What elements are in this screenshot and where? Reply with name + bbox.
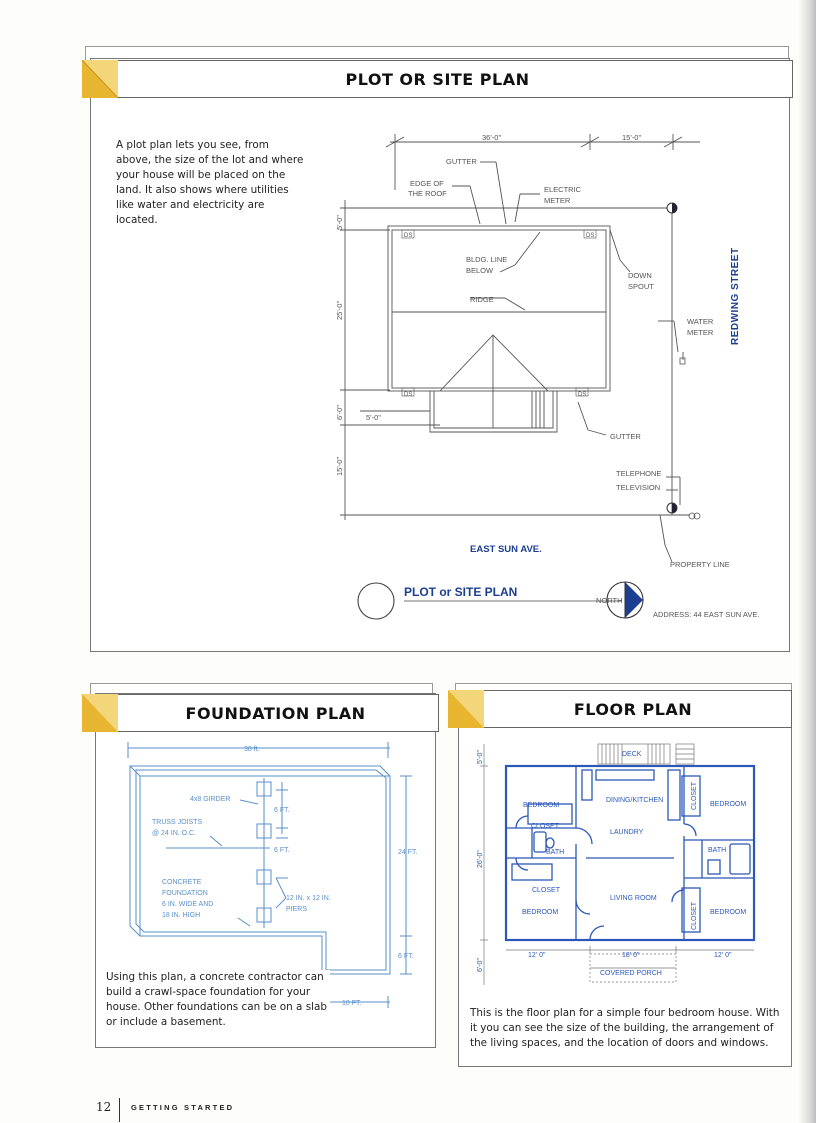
water-meter-label-1: WATER <box>687 317 714 326</box>
bedroom-ne-label: BEDROOM <box>710 801 747 808</box>
site-caption-label: PLOT or SITE PLAN <box>404 585 518 599</box>
ds-label-2: DS <box>586 233 595 239</box>
dim-5-label: 5'-0" <box>335 215 344 230</box>
bath-w-label: BATH <box>546 849 565 856</box>
dim-5-floor-label: 5'-0" <box>477 750 484 764</box>
gutter-top-label: GUTTER <box>446 157 477 166</box>
bldg-line-label-1: BLDG. LINE <box>466 255 508 264</box>
down-spout-label-2: SPOUT <box>628 282 654 291</box>
ds-label-4: DS <box>578 392 587 398</box>
foundation-plan-header <box>82 694 439 732</box>
floor-plan-drawing <box>472 740 772 990</box>
page-number: 12 <box>96 1100 112 1114</box>
site-plan-drawing <box>320 130 780 630</box>
ridge-label: RIDGE <box>470 295 494 304</box>
dim-18-label: 18' 0" <box>622 952 640 959</box>
foundation-plan-title: FOUNDATION PLAN <box>185 703 366 723</box>
bath-e-label: BATH <box>708 847 727 854</box>
concrete-label-4: 18 IN. HIGH <box>162 912 201 919</box>
truss-label-2: @ 24 IN. O.C. <box>152 830 197 837</box>
concrete-label-2: FOUNDATION <box>162 890 208 897</box>
dim-5b-label: 5'-0" <box>366 413 381 422</box>
closet-se-label: CLOSET <box>691 901 698 930</box>
covered-porch-label: COVERED PORCH <box>600 970 662 977</box>
fd-dim-top-label: 38 ft. <box>244 746 260 753</box>
corner-triangle-icon <box>82 60 118 98</box>
piers-label-1: 12 IN. x 12 IN. <box>286 895 331 902</box>
corner-triangle-icon <box>82 694 118 732</box>
property-line-label: PROPERTY LINE <box>670 560 730 569</box>
deck-label: DECK <box>622 751 642 758</box>
dim-15-label: 15'-0" <box>335 456 344 476</box>
site-plan-header <box>82 60 793 98</box>
closet-ne-label: CLOSET <box>691 781 698 810</box>
floor-plan-title: FLOOR PLAN <box>573 699 693 719</box>
address-label: ADDRESS: 44 EAST SUN AVE. <box>653 610 760 619</box>
footer-divider <box>119 1098 120 1122</box>
floor-plan-header <box>448 690 792 728</box>
dim-side-label: 15'-0" <box>622 133 642 142</box>
concrete-label-1: CONCRETE <box>162 879 202 886</box>
fd-10ft-label: 10 FT. <box>342 1000 362 1007</box>
edge-roof-label-2: THE ROOF <box>408 189 447 198</box>
bedroom-nw-label: BEDROOM <box>523 802 560 809</box>
closet-nw-label: CLOSET <box>531 823 560 830</box>
fd-6ft-label-b: 6 FT. <box>274 847 290 854</box>
bedroom-sw-label: BEDROOM <box>522 909 559 916</box>
down-spout-label-1: DOWN <box>628 271 652 280</box>
avenue-label: EAST SUN AVE. <box>470 544 542 555</box>
bldg-line-label-2: BELOW <box>466 266 494 275</box>
fd-6ft-label-c: 6 FT. <box>398 953 414 960</box>
closet-sw-label: CLOSET <box>532 887 561 894</box>
fd-24ft-label: 24 FT. <box>398 849 418 856</box>
dim-width-label: 36'-0" <box>482 133 502 142</box>
floor-plan-description: This is the floor plan for a simple four bedroom house. With it you can see the size of the building, the arrangement of the living spaces, and the location of doors and windows. <box>470 1007 780 1049</box>
ds-label-3: DS <box>404 392 413 398</box>
corner-triangle-icon <box>448 690 484 728</box>
street-label: REDWING STREET <box>730 247 741 345</box>
dim-6-label: 6'-0" <box>335 405 344 420</box>
site-plan-title: PLOT OR SITE PLAN <box>345 69 530 89</box>
fd-6ft-label-a: 6 FT. <box>274 807 290 814</box>
dim-25-label: 25'-0" <box>335 300 344 320</box>
north-label: NORTH <box>596 596 623 605</box>
edge-roof-label-1: EDGE OF <box>410 179 444 188</box>
section-title: GETTING STARTED <box>131 1103 235 1112</box>
living-room-label: LIVING ROOM <box>610 895 657 902</box>
electric-label-2: METER <box>544 196 571 205</box>
foundation-plan-description: Using this plan, a concrete contractor can build a crawl-space foundation for your house. Other foundations can be on a slab or include a basement. <box>106 970 330 1030</box>
gutter-bottom-label: GUTTER <box>610 432 641 441</box>
site-plan-description: A plot plan lets you see, from above, the size of the lot and where your house will be placed on the land. It also shows where utilities like water and electricity are located. <box>116 139 304 226</box>
dim-12b-label: 12' 0" <box>714 952 732 959</box>
page-edge-shadow <box>798 0 816 1123</box>
ds-label-1: DS <box>404 233 413 239</box>
laundry-label: LAUNDRY <box>610 829 644 836</box>
dining-kitchen-label: DINING/KITCHEN <box>606 797 664 804</box>
concrete-label-3: 6 IN. WIDE AND <box>162 901 214 908</box>
electric-label-1: ELECTRIC <box>544 185 582 194</box>
truss-label-1: TRUSS JOISTS <box>152 819 203 826</box>
girder-label: 4x8 GIRDER <box>190 796 231 803</box>
bedroom-se-label: BEDROOM <box>710 909 747 916</box>
telephone-label: TELEPHONE <box>616 469 662 478</box>
dim-26-floor-label: 26'-0" <box>477 850 484 868</box>
dim-6-floor-label: 6'-0" <box>477 958 484 972</box>
dim-12a-label: 12' 0" <box>528 952 546 959</box>
piers-label-2: PIERS <box>286 906 308 913</box>
water-meter-label-2: METER <box>687 328 714 337</box>
television-label: TELEVISION <box>616 483 661 492</box>
